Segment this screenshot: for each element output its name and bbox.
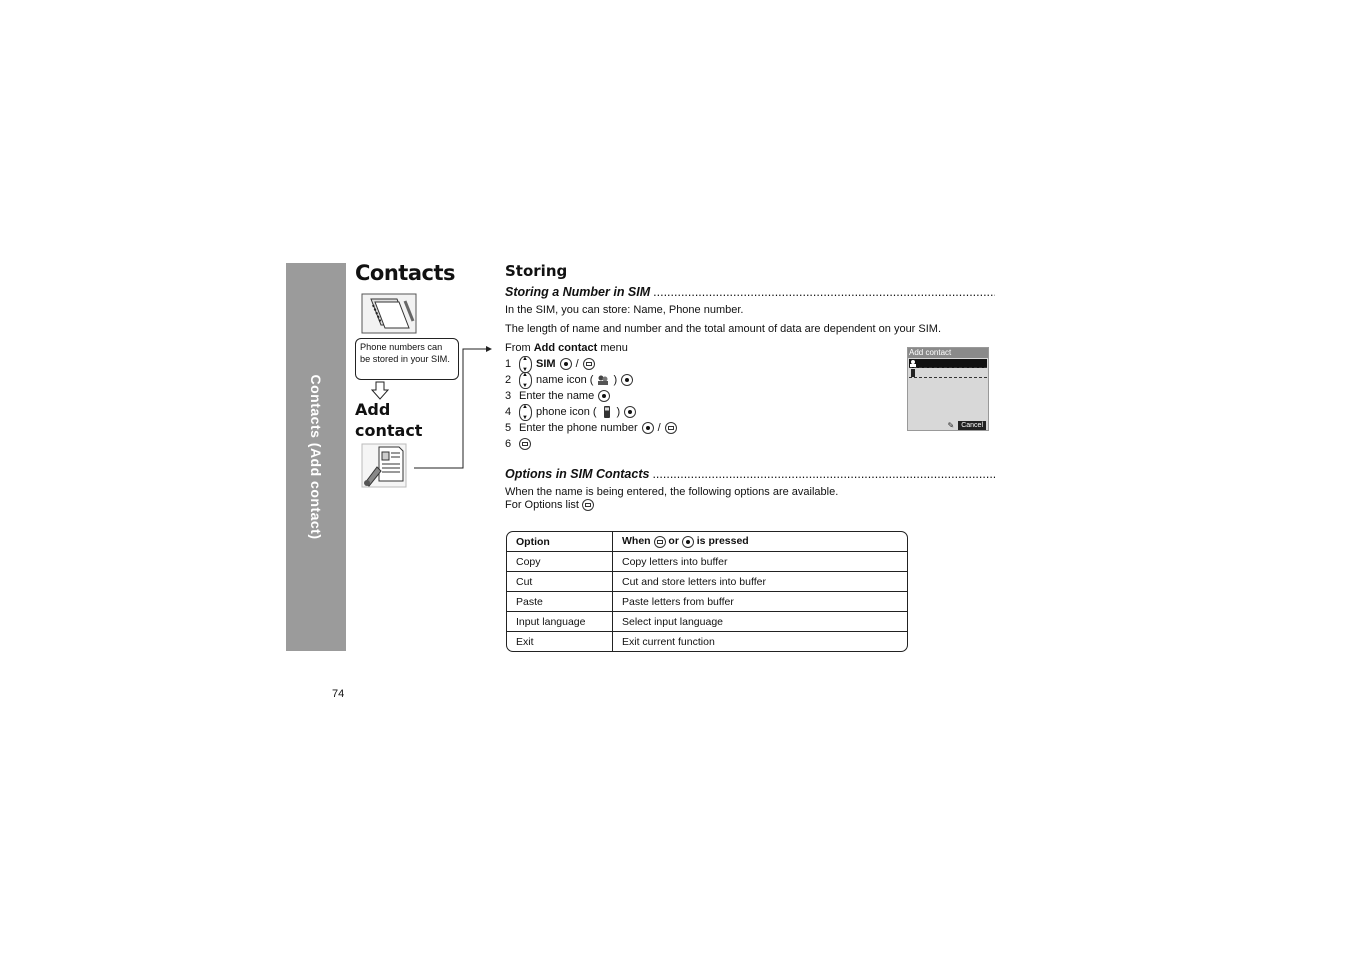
step-slash: / — [575, 358, 579, 370]
step-text: name icon ( — [536, 374, 594, 386]
page-number: 74 — [332, 688, 345, 700]
storing-para-2: The length of name and number and the total amount of data are dependent on your SIM. — [505, 323, 942, 335]
table-header-row — [507, 532, 907, 552]
storing-para-1: In the SIM, you can store: Name, Phone number. — [505, 304, 744, 316]
step-number: 3 — [505, 390, 512, 402]
contact-card-icon — [361, 443, 407, 488]
name-icon — [597, 374, 609, 386]
option-description: Exit current function — [622, 635, 715, 648]
section-title: Contacts — [355, 261, 455, 285]
storing-heading: Storing — [505, 262, 568, 280]
leader-dots — [653, 285, 995, 299]
phone-icon — [601, 406, 613, 418]
step-6 — [505, 436, 677, 452]
sim-note: Phone numbers can be stored in your SIM. — [355, 338, 459, 380]
options-table — [506, 531, 908, 652]
option-name: Paste — [507, 592, 613, 612]
step-text: phone icon ( — [536, 406, 597, 418]
header-when: When — [622, 535, 651, 548]
screen-name-row — [909, 359, 987, 368]
options-para-2 — [505, 499, 594, 511]
options-list-text: For Options list — [505, 499, 579, 511]
column-header-when — [613, 532, 907, 552]
option-description: Copy letters into buffer — [613, 552, 907, 572]
phone-screen-preview — [907, 347, 989, 431]
steps-list — [505, 356, 677, 452]
pencil-icon: ✎ — [947, 421, 955, 430]
options-lead — [505, 467, 995, 481]
header-pressed: is pressed — [696, 535, 749, 548]
center-key-icon — [598, 390, 610, 402]
add-contact-title-line2: contact — [355, 421, 423, 440]
from-menu-line — [505, 342, 628, 354]
step-number: 4 — [505, 406, 512, 418]
screen-title: Add contact — [908, 348, 988, 358]
step-number: 6 — [505, 438, 512, 450]
step-close: ) — [616, 406, 621, 418]
option-name: Exit — [507, 632, 613, 651]
step-number: 5 — [505, 422, 512, 434]
options-para-1: When the name is being entered, the following options are available. — [505, 486, 839, 498]
navigation-key-icon — [519, 404, 532, 421]
storing-lead-text: Storing a Number in SIM — [505, 285, 651, 299]
leader-dots — [652, 467, 995, 481]
name-icon — [909, 359, 917, 367]
softkey-icon — [654, 536, 666, 548]
table-row — [507, 552, 907, 572]
table-row — [507, 612, 907, 632]
step-4 — [505, 404, 677, 420]
step-number: 2 — [505, 374, 512, 386]
option-name: Cut — [507, 572, 613, 592]
step-close: ) — [613, 374, 618, 386]
center-key-icon — [682, 536, 694, 548]
step-text: SIM — [536, 358, 556, 370]
step-text: Enter the phone number — [519, 422, 638, 434]
center-key-icon — [560, 358, 572, 370]
table-row — [507, 592, 907, 612]
option-name: Copy — [507, 552, 613, 572]
from-prefix: From — [505, 342, 534, 354]
table-row — [507, 572, 907, 592]
step-number: 1 — [505, 358, 512, 370]
add-contact-title-line1: Add — [355, 400, 391, 419]
column-header-option: Option — [507, 532, 613, 552]
option-description: Paste letters from buffer — [613, 592, 907, 612]
navigation-key-icon — [519, 356, 532, 373]
step-slash: / — [657, 422, 661, 434]
step-2 — [505, 372, 677, 388]
screen-softkey-bar — [908, 421, 988, 430]
step-text: Enter the name — [519, 390, 595, 402]
connector-arrow — [412, 345, 496, 471]
screen-phone-row — [909, 369, 987, 378]
center-key-icon — [642, 422, 654, 434]
step-3 — [505, 388, 677, 404]
center-key-icon — [624, 406, 636, 418]
from-suffix: menu — [597, 342, 628, 354]
softkey-icon — [582, 499, 594, 511]
down-arrow-icon — [371, 381, 389, 400]
navigation-key-icon — [519, 372, 532, 389]
table-row — [507, 632, 907, 651]
header-or: or — [668, 535, 679, 548]
from-menu-name: Add contact — [533, 342, 598, 354]
screen-cancel-softkey: Cancel — [958, 421, 986, 430]
option-name: Input language — [507, 612, 613, 632]
step-5 — [505, 420, 677, 436]
phonebook-icon — [361, 293, 417, 334]
options-lead-text: Options in SIM Contacts — [505, 467, 650, 481]
side-tab — [286, 263, 346, 651]
center-key-icon — [621, 374, 633, 386]
softkey-icon — [519, 438, 531, 450]
option-description: Cut and store letters into buffer — [613, 572, 907, 592]
phone-icon — [909, 369, 917, 377]
storing-lead — [505, 285, 995, 299]
option-description: Select input language — [613, 612, 907, 632]
softkey-icon — [583, 358, 595, 370]
side-tab-label: Contacts (Add contact) — [308, 374, 324, 540]
step-1 — [505, 356, 677, 372]
softkey-icon — [665, 422, 677, 434]
